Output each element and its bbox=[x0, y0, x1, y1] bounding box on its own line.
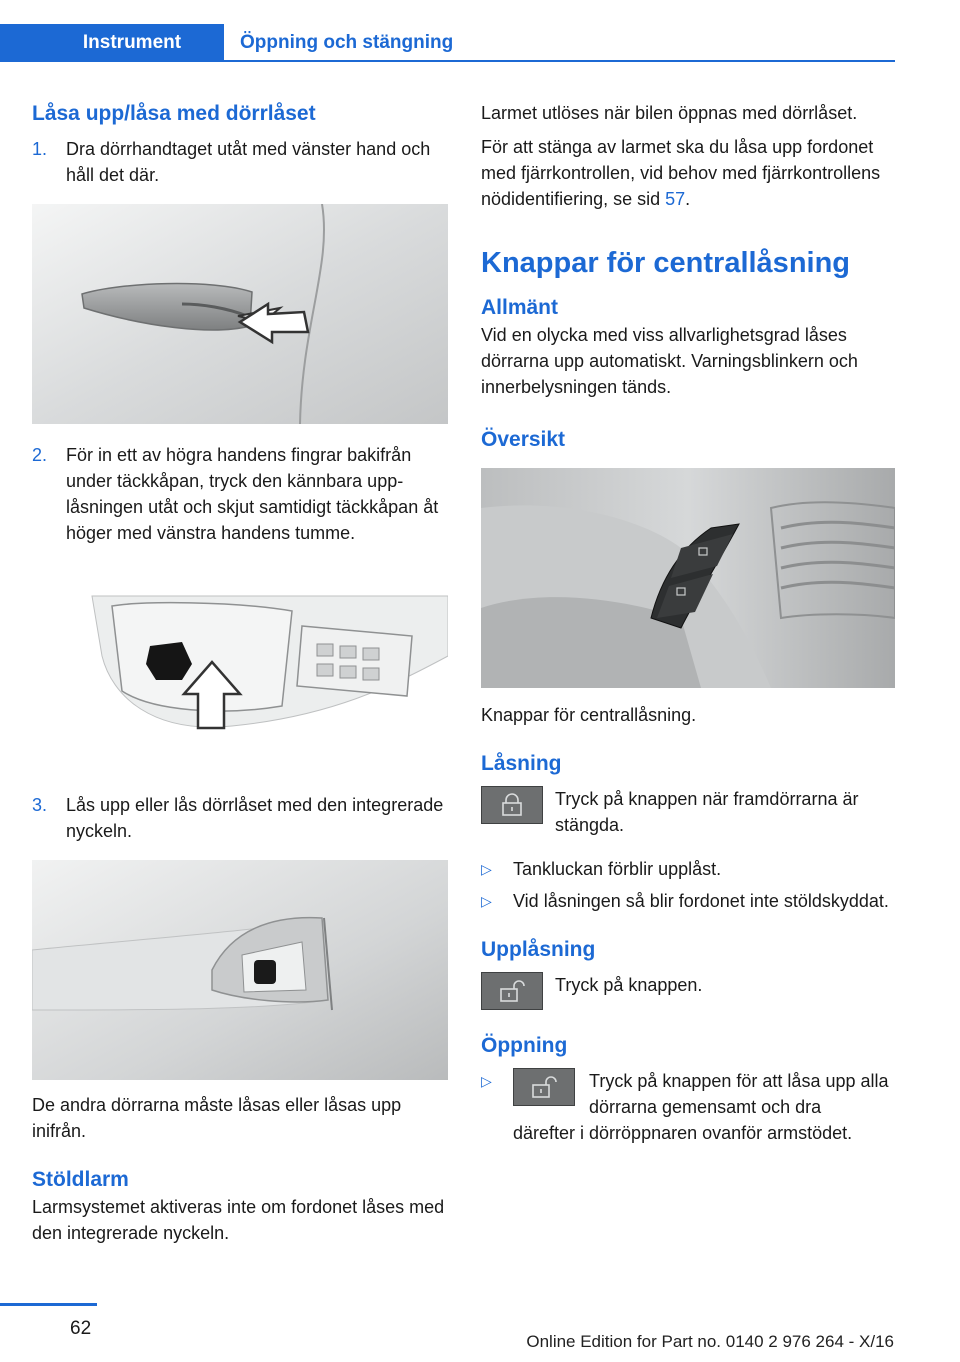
step-1 bbox=[32, 136, 448, 188]
bullet-text: Tankluckan förblir upplåst. bbox=[513, 859, 722, 879]
page-number: 62 bbox=[70, 1318, 92, 1339]
page-57-link[interactable]: 57 bbox=[665, 189, 686, 209]
opening-text-a: Tryck på knappen för att låsa upp alla dörrarna gemensamt och dra bbox=[589, 1071, 889, 1117]
lock-bullet-2 bbox=[481, 888, 895, 914]
step-text: För in ett av högra handens fingrar bakifrån under täckkåpan, tryck den kännbara upplåsningen utåt och skjut samtidigt täckkåpan åt höger med vänstra handens tumme. bbox=[66, 445, 439, 543]
door-handle-photo bbox=[32, 204, 448, 424]
unlock-button-row bbox=[481, 972, 895, 1010]
alarm-text: Larmsystemet aktiveras inte om fordonet låses med den integrerade nyckeln. bbox=[32, 1197, 445, 1243]
lock-bullet-1 bbox=[481, 856, 895, 882]
footer-edition: Online Edition for Part no. 0140 2 976 264 - X/16 bbox=[526, 1332, 894, 1351]
alarm-off-text-end: . bbox=[685, 189, 691, 209]
bullet-triangle-icon: ▷ bbox=[481, 861, 492, 877]
lock-button-icon bbox=[481, 786, 543, 824]
unlock-button-icon bbox=[513, 1068, 575, 1106]
heading-opening: Öppning bbox=[481, 1034, 568, 1057]
step-3 bbox=[32, 792, 448, 844]
step-2 bbox=[32, 442, 448, 546]
heading-central-locking-buttons: Knappar för centrallåsning bbox=[481, 247, 851, 279]
step-text: Dra dörrhandtaget utåt med vänster hand och håll det där. bbox=[66, 139, 431, 185]
heading-overview: Översikt bbox=[481, 428, 566, 451]
lock-button-row bbox=[481, 786, 895, 838]
other-doors-text: De andra dörrarna måste låsas eller låsas upp inifrån. bbox=[32, 1095, 402, 1141]
central-locking-photo bbox=[481, 468, 895, 688]
page-header bbox=[0, 0, 960, 62]
alarm-off-text bbox=[481, 134, 895, 212]
key-lock-photo bbox=[32, 860, 448, 1080]
step-number: 3. bbox=[32, 795, 48, 815]
heading-general: Allmänt bbox=[481, 296, 559, 319]
bullet-text: Vid låsningen så blir fordonet inte stöldskyddat. bbox=[513, 891, 889, 911]
tab-opening-closing[interactable]: Öppning och stängning bbox=[240, 32, 454, 53]
heading-anti-theft-alarm: Stöldlarm bbox=[32, 1168, 129, 1191]
general-text: Vid en olycka med viss allvarlighetsgrad låses dörrarna upp automatiskt. Varningsblinkern och innerbelysningen tänds. bbox=[481, 325, 858, 397]
step-number: 1. bbox=[32, 139, 48, 159]
unlock-button-text: Tryck på knappen. bbox=[555, 975, 703, 995]
overview-caption: Knappar för centrallåsning. bbox=[481, 705, 697, 725]
header-divider bbox=[0, 60, 895, 62]
cover-cap-photo bbox=[32, 576, 448, 766]
heading-locking: Låsning bbox=[481, 752, 562, 775]
alarm-trigger-text: Larmet utlöses när bilen öppnas med dörrlåset. bbox=[481, 103, 858, 123]
alarm-off-text-start: För att stänga av larmet ska du låsa upp fordonet med fjärrkontrollen, vid behov med fjärrkontrollens nödidentifiering, se sid bbox=[481, 137, 881, 209]
heading-unlocking: Upplåsning bbox=[481, 938, 596, 961]
bullet-triangle-icon: ▷ bbox=[481, 893, 492, 909]
opening-text-b: därefter i dörröppnaren ovanför armstödet. bbox=[513, 1123, 853, 1143]
left-column bbox=[32, 100, 448, 1246]
unlock-button-icon bbox=[481, 972, 543, 1010]
opening-bullet bbox=[481, 1068, 895, 1146]
step-text: Lås upp eller lås dörrlåset med den integrerade nyckeln. bbox=[66, 795, 444, 841]
step-number: 2. bbox=[32, 445, 48, 465]
tab-instrument[interactable]: Instrument bbox=[0, 24, 224, 62]
footer-divider bbox=[0, 1303, 97, 1306]
bullet-triangle-icon: ▷ bbox=[481, 1073, 492, 1089]
lock-button-text: Tryck på knappen när framdörrarna är stängda. bbox=[555, 789, 859, 835]
heading-unlock-with-door-lock: Låsa upp/låsa med dörrlåset bbox=[32, 102, 316, 125]
right-column bbox=[481, 100, 895, 1146]
